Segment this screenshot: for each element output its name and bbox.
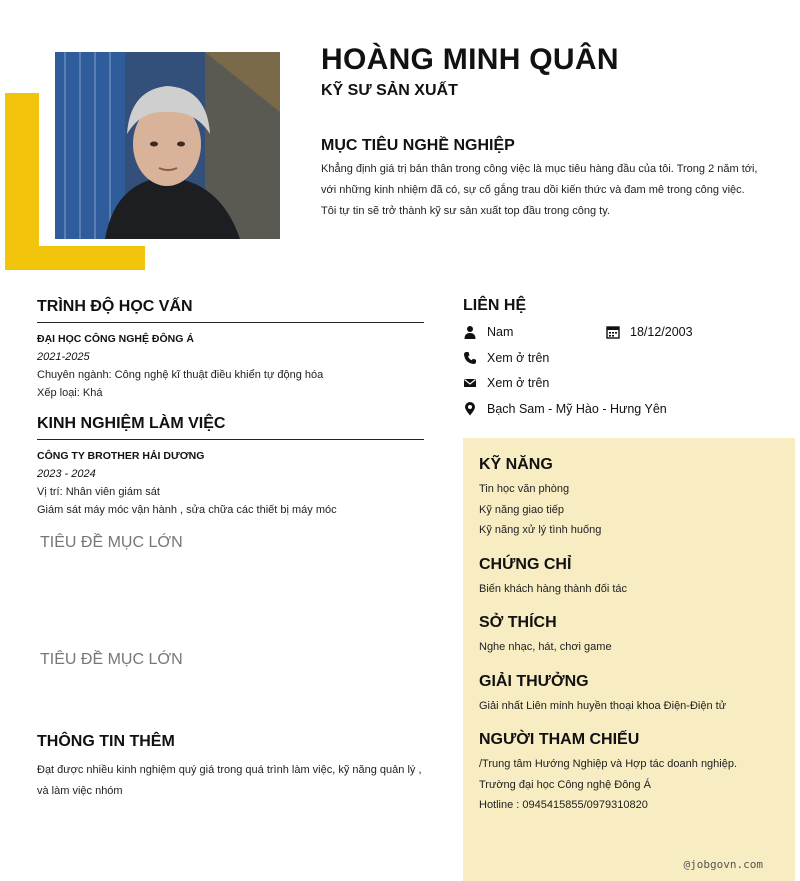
hobbies-section (479, 614, 779, 655)
experience-position: Vị trí: Nhân viên giám sát (37, 486, 160, 498)
contact-email (463, 376, 549, 390)
certificate-item: Biến khách hàng thành đối tác (479, 582, 628, 595)
objective-line: Tôi tự tin sẽ trở thành kỹ sư sản xuất top đầu trong công ty. (321, 205, 610, 217)
award-item: Giải nhất Liên minh huyền thoại khoa Điện-Điện tử (479, 699, 727, 712)
objective-text (321, 159, 781, 222)
education-section (37, 298, 424, 399)
experience-period: 2023 - 2024 (37, 468, 96, 480)
hobbies-heading: SỞ THÍCH (479, 614, 557, 631)
experience-heading: KINH NGHIỆM LÀM VIỆC (37, 415, 424, 440)
extra-info-heading: THÔNG TIN THÊM (37, 733, 175, 750)
skill-item: Tin học văn phòng (479, 483, 570, 495)
awards-section (479, 673, 779, 714)
references-heading: NGƯỜI THAM CHIẾU (479, 731, 640, 748)
education-school: ĐẠI HỌC CÔNG NGHỆ ĐÔNG Á (37, 333, 194, 345)
watermark-text: @jobgovn.com (683, 858, 763, 871)
education-major: Chuyên ngành: Công nghệ kĩ thuật điều khiển tự động hóa (37, 369, 324, 381)
education-rank: Xếp loại: Khá (37, 387, 103, 399)
candidate-job-title: KỸ SƯ SẢN XUẤT (321, 82, 458, 99)
contact-birthday (606, 325, 693, 339)
skills-section (479, 456, 779, 538)
certificates-section (479, 556, 779, 597)
education-period: 2021-2025 (37, 351, 90, 363)
contact-section (463, 297, 783, 416)
phone-icon (463, 351, 477, 365)
email-icon (463, 376, 477, 390)
reference-item: Trường đại học Công nghệ Đông Á (479, 778, 651, 791)
objective-section (321, 137, 781, 222)
extra-info-text (37, 760, 424, 802)
objective-line: Khẳng định giá trị bản thân trong công việc là mục tiêu hàng đầu của tôi. Trong 2 năm tới, (321, 163, 758, 175)
contact-phone-value: Xem ở trên (487, 351, 550, 365)
profile-photo (55, 52, 280, 239)
education-heading: TRÌNH ĐỘ HỌC VẤN (37, 298, 424, 323)
extra-info-section (37, 733, 424, 802)
skill-item: Kỹ năng xử lý tình huống (479, 524, 602, 536)
contact-birthday-value: 18/12/2003 (630, 325, 693, 339)
reference-item: Hotline : 0945415855/0979310820 (479, 799, 648, 811)
contact-address-value: Bạch Sam - Mỹ Hào - Hưng Yên (487, 402, 667, 416)
calendar-icon (606, 325, 620, 339)
section-placeholder-title: TIÊU ĐỀ MỤC LỚN (40, 534, 183, 551)
experience-section (37, 415, 424, 516)
extra-info-line: và làm việc nhóm (37, 785, 123, 797)
section-placeholder-title: TIÊU ĐỀ MỤC LỚN (40, 651, 183, 668)
location-icon (463, 402, 477, 416)
certificates-heading: CHỨNG CHỈ (479, 555, 572, 573)
objective-heading: MỤC TIÊU NGHỀ NGHIỆP (321, 137, 515, 154)
awards-heading: GIẢI THƯỞNG (479, 672, 589, 690)
references-section (479, 731, 779, 813)
experience-duty: Giám sát máy móc vận hành , sửa chữa các thiết bị máy móc (37, 504, 337, 516)
left-column (37, 298, 424, 802)
contact-gender-value: Nam (487, 325, 514, 339)
reference-item: /Trung tâm Hướng Nghiệp và Hợp tác doanh nghiệp. (479, 758, 738, 770)
experience-company: CÔNG TY BROTHER HẢI DƯƠNG (37, 450, 205, 462)
hobby-item: Nghe nhạc, hát, chơi game (479, 641, 612, 653)
skills-heading: KỸ NĂNG (479, 456, 553, 473)
candidate-name: HOÀNG MINH QUÂN (321, 43, 619, 76)
decor-bar-horizontal (5, 246, 145, 270)
contact-address (463, 402, 667, 416)
extra-info-line: Đạt được nhiều kinh nghiệm quý giá trong quá trình làm việc, kỹ năng quản lý , (37, 764, 422, 776)
contact-phone (463, 351, 549, 365)
contact-email-value: Xem ở trên (487, 376, 550, 390)
decor-bar-vertical (5, 93, 39, 270)
skill-item: Kỹ năng giao tiếp (479, 503, 565, 516)
right-info-panel (463, 438, 795, 881)
person-icon (463, 325, 477, 339)
contact-gender (463, 325, 513, 339)
objective-line: với những kinh nhiệm đã có, sự cố gắng trau dồi kiến thức và đam mê trong công việc. (321, 184, 745, 196)
contact-heading: LIÊN HỆ (463, 297, 527, 314)
